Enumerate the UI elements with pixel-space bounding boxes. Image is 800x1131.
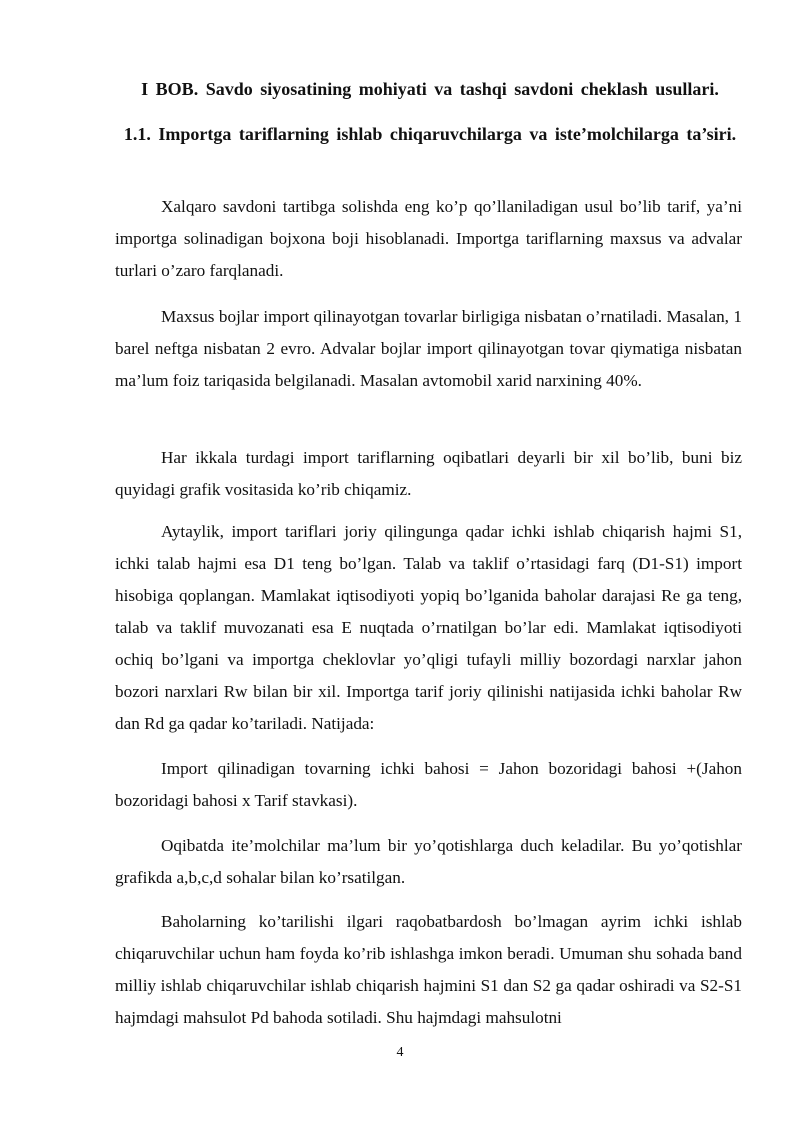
paragraph: Baholarning ko’tarilishi ilgari raqobatbardosh bo’lmagan ayrim ichki ishlab chiqaruvchilar uchun ham foyda ko’rib ishlashga imkon beradi. Umuman shu sohada band milliy ishlab chiqaruvchilar ishlab chiqarish hajmini S1 dan S2 ga qadar oshiradi va S2-S1 hajmdagi mahsulot Pd bahoda sotiladi. Shu hajmdagi mahsulotni [115,912,742,1027]
chapter-heading: I BOB. Savdo siyosatining mohiyati va tashqi savdoni cheklash usullari. [141,79,719,99]
paragraph: Import qilinadigan tovarning ichki bahosi = Jahon bozoridagi bahosi +(Jahon bozoridagi bahosi x Tarif stavkasi). [115,759,742,810]
section-heading: 1.1. Importga tariflarning ishlab chiqaruvchilarga va iste’molchilarga ta’siri. [123,124,737,144]
paragraph: Xalqaro savdoni tartibga solishda eng ko’p qo’llaniladigan usul bo’lib tarif, ya’ni importga solinadigan bojxona boji hisoblanadi. Importga tariflarning maxsus va advalar turlari o’zaro farqlanadi. [115,197,742,280]
paragraph: Aytaylik, import tariflari joriy qilingunga qadar ichki ishlab chiqarish hajmi S1, ichki talab hajmi esa D1 teng bo’lgan. Talab va taklif o’rtasidagi farq (D1-S1) import hisobiga qoplangan. Mamlakat iqtisodiyoti yopiq bo’lganida baholar darajasi Re ga teng, talab va taklif muvozanati esa E nuqtada o’rnatilgan bo’lar edi. Mamlakat iqtisodiyoti ochiq bo’lgani va importga cheklovlar yo’qligi tufayli milliy bozordagi narxlar jahon bozori narxlari Rw bilan bir xil. Importga tarif joriy qilinishi natijasida ichki baholar Rw dan Rd ga qadar ko’tariladi. Natijada: [115,522,742,733]
page-number: 4 [396,1045,404,1060]
paragraph: Maxsus bojlar import qilinayotgan tovarlar birligiga nisbatan o’rnatiladi. Masalan, 1 barel neftga nisbatan 2 evro. Advalar bojlar import qilinayotgan tovar qiymatiga nisbatan ma’lum foiz tariqasida belgilanadi. Masalan avtomobil xarid narxining 40%. [115,307,742,390]
paragraph: Har ikkala turdagi import tariflarning oqibatlari deyarli bir xil bo’lib, buni biz quyidagi grafik vositasida ko’rib chiqamiz. [115,448,742,499]
paragraph: Oqibatda ite’molchilar ma’lum bir yo’qotishlarga duch keladilar. Bu yo’qotishlar grafikda a,b,c,d sohalar bilan ko’rsatilgan. [115,836,742,887]
